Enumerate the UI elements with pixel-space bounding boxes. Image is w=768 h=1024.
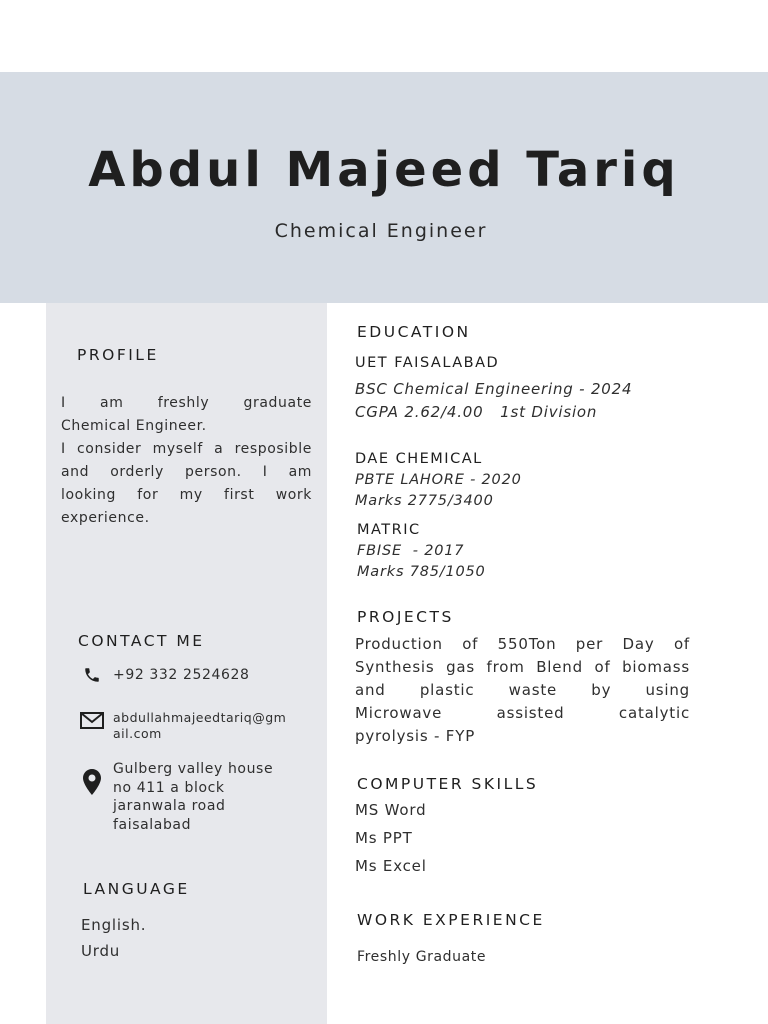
address-line: jaranwala road [113,798,226,814]
education-heading: EDUCATION [357,323,471,341]
project-line: Microwave assisted catalytic [355,704,690,722]
address-text [113,760,273,834]
profile-line: I am freshly graduate [61,395,312,411]
address-line: faisalabad [113,816,192,833]
address-line: Gulberg valley house [113,761,274,777]
work-heading: WORK EXPERIENCE [357,911,545,929]
education-degree: PBTE LAHORE - 2020 [355,472,522,488]
email-line: abdullahmajeedtariq@gm [113,710,287,725]
profile-line: looking for my first work [61,487,312,503]
education-grade: Marks 2775/3400 [355,493,494,509]
email-text [113,710,286,742]
education-grade: CGPA 2.62/4.00 1st Division [355,403,598,421]
education-school: UET FAISALABAD [355,355,500,371]
education-school: MATRIC [357,522,421,538]
profile-line: experience. [61,510,150,526]
email-line: ail.com [113,726,162,741]
work-text: Freshly Graduate [357,949,487,965]
profile-line: Chemical Engineer. [61,418,207,434]
candidate-name: Abdul Majeed Tariq [88,142,680,198]
project-line: and plastic waste by using [355,681,690,699]
project-line: Synthesis gas from Blend of biomass [355,658,690,676]
phone-text: +92 332 2524628 [113,667,250,683]
address-line: no 411 a block [113,779,225,796]
skills-heading: COMPUTER SKILLS [357,775,539,793]
language-heading: LANGUAGE [83,880,190,898]
profile-line: I consider myself a resposible [61,441,312,457]
education-school: DAE CHEMICAL [355,451,483,467]
project-line: Production of 550Ton per Day of [355,635,690,653]
education-degree: FBISE - 2017 [357,543,465,559]
phone-icon [82,666,102,688]
project-line: pyrolysis - FYP [355,727,476,745]
language-item: Urdu [81,942,121,960]
skill-item: Ms PPT [355,829,413,847]
education-degree: BSC Chemical Engineering - 2024 [355,380,633,398]
map-pin-icon [83,769,101,799]
envelope-icon [80,712,104,733]
projects-heading: PROJECTS [357,608,454,626]
skill-item: MS Word [355,801,427,819]
profile-heading: PROFILE [77,346,159,364]
education-grade: Marks 785/1050 [357,564,486,580]
profile-line: and orderly person. I am [61,464,312,480]
skill-item: Ms Excel [355,857,427,875]
language-item: English. [81,916,147,934]
profile-text [61,392,312,530]
projects-text [355,633,690,748]
contact-heading: CONTACT ME [78,632,205,650]
job-title: Chemical Engineer [274,220,488,242]
